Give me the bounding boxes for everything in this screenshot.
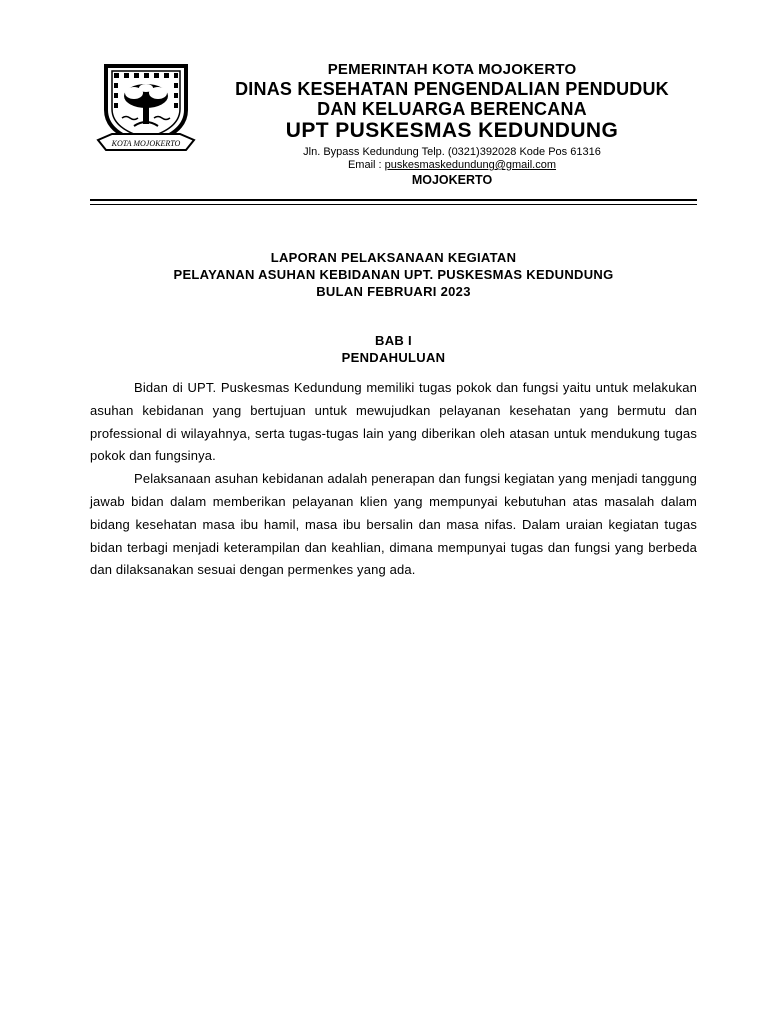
government-name: PEMERINTAH KOTA MOJOKERTO: [327, 61, 577, 78]
email-label: Email :: [347, 159, 385, 171]
chapter-name: PENDAHULUAN: [341, 350, 446, 365]
address: Jln. Bypass Kedundung Telp. (0321)392028 Kode Pos 61316: [303, 146, 601, 158]
letterhead-divider-thin: [90, 204, 697, 205]
letterhead-divider-thick: [90, 199, 697, 201]
paragraph-1: Bidan di UPT. Puskesmas Kedundung memiliki tugas pokok dan fungsi yaitu untuk melakukan asuhan kebidanan yang bertujuan untuk mewujudkan pelayanan kesehatan yang bermutu dan professional di wilayahnya, serta tugas-tugas lain yang diberikan oleh atasan untuk mendukung tugas pokok dan fungsinya.: [90, 380, 697, 464]
paragraph-2: Pelaksanaan asuhan kebidanan adalah penerapan dan fungsi kegiatan yang menjadi tanggung jawab bidan dalam memberikan pelayanan klien yang mempunyai kebutuhan atas masalah dalam bidang kesehatan masa ibu hamil, masa ibu bersalin dan masa nifas. Dalam uraian kegiatan tugas bidan terbagi menjadi keterampilan dan keahlian, dimana mempunyai tugas dan fungsi yang berbeda dan dilaksanakan sesuai dengan permenkes yang ada.: [90, 471, 697, 578]
city-name: MOJOKERTO: [411, 173, 493, 187]
department-name-line2: DAN KELUARGA BERENCANA: [317, 99, 587, 119]
body-text: [90, 377, 697, 582]
report-title-line1: LAPORAN PELAKSANAAN KEGIATAN: [270, 250, 517, 265]
letterhead: [196, 60, 708, 188]
city-coat-of-arms-icon: [94, 60, 198, 154]
department-name-line1: DINAS KESEHATAN PENGENDALIAN PENDUDUK: [235, 79, 669, 99]
email-link[interactable]: puskesmaskedundung@gmail.com: [384, 159, 557, 171]
report-title: [90, 249, 697, 300]
unit-name: UPT PUSKESMAS KEDUNDUNG: [285, 119, 619, 142]
email-line: [196, 159, 708, 172]
chapter-number: BAB I: [375, 333, 412, 348]
logo-ribbon-text: KOTA MOJOKERTO: [111, 139, 181, 148]
report-title-line3: BULAN FEBRUARI 2023: [316, 284, 471, 299]
report-title-line2: PELAYANAN ASUHAN KEBIDANAN UPT. PUSKESMAS KEDUNDUNG: [173, 267, 614, 282]
chapter-heading: [90, 332, 697, 366]
